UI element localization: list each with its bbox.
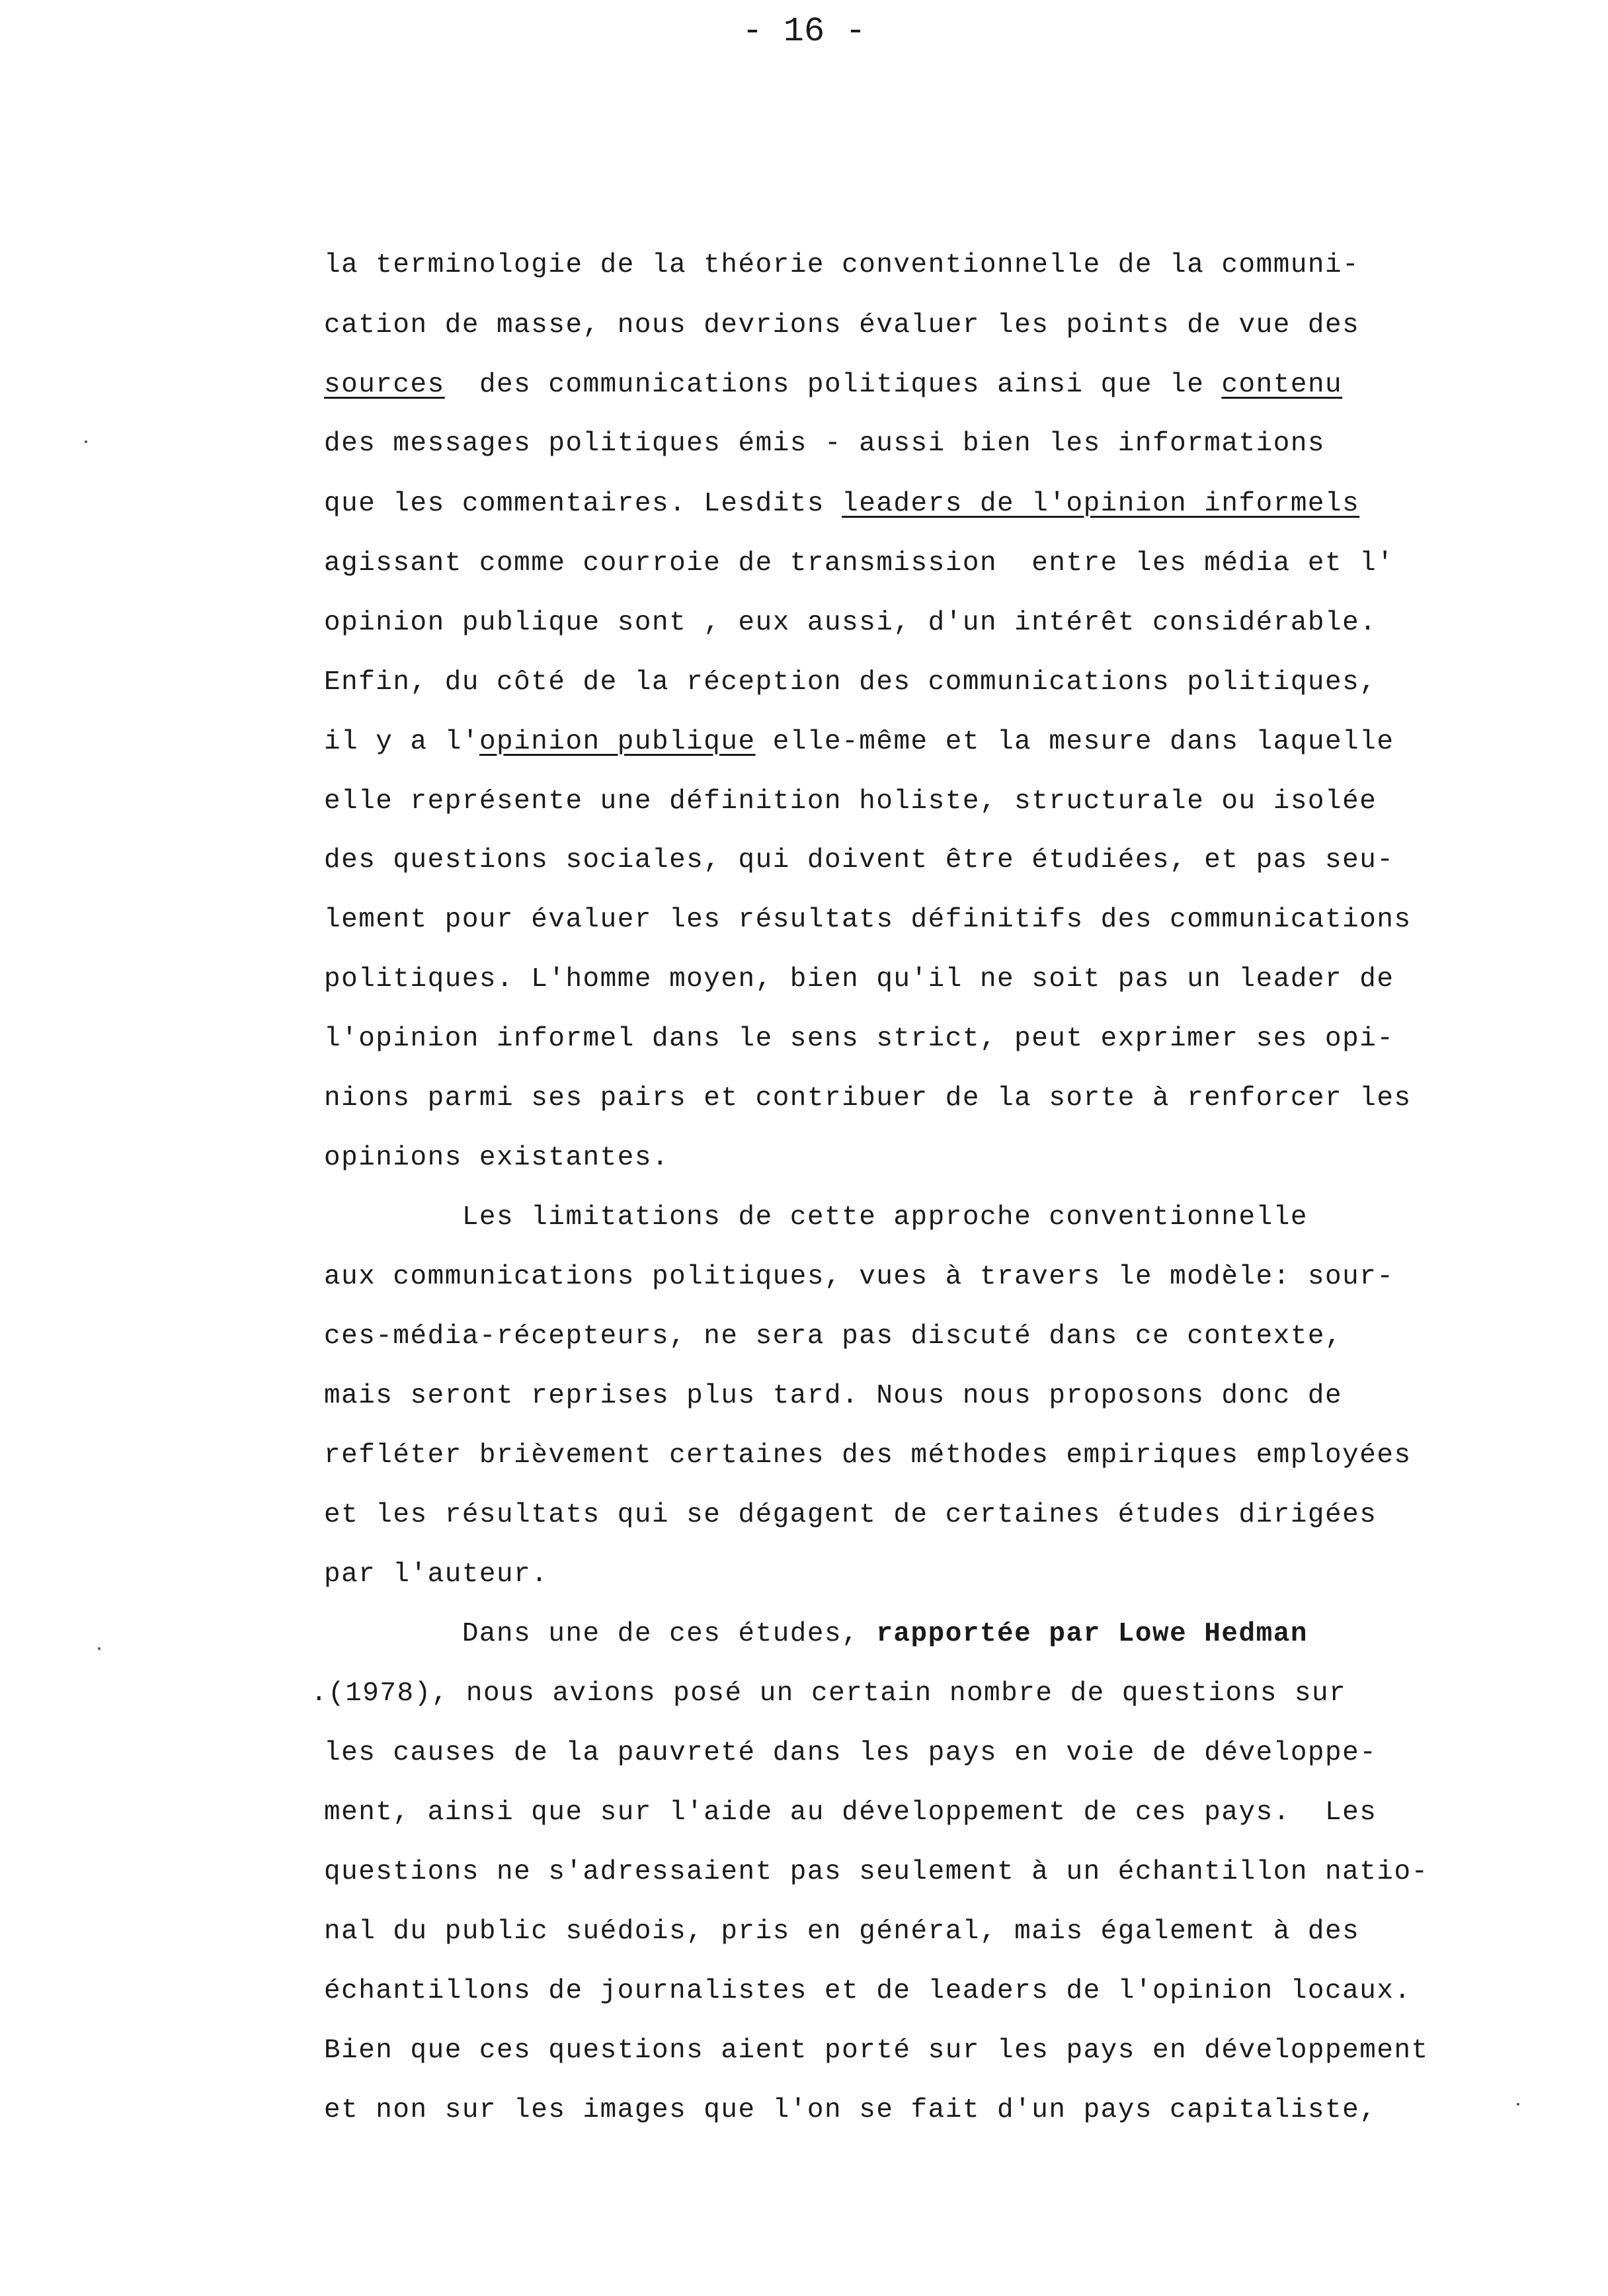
scan-speck (1517, 2103, 1519, 2106)
text-line: les causes de la pauvreté dans les pays en voie de développe- (324, 1738, 1377, 1768)
text-line: refléter brièvement certaines des méthodes empiriques employées (324, 1440, 1412, 1471)
underlined-term-leaders: leaders de l'opinion informels (842, 489, 1360, 519)
text-line: et les résultats qui se dégagent de certaines études dirigées (324, 1500, 1377, 1530)
text-line: nal du public suédois, pris en général, mais également à des (324, 1916, 1360, 1947)
text-line: questions ne s'adressaient pas seulement à un échantillon natio- (324, 1857, 1429, 1887)
text-line (324, 719, 1394, 765)
text-line: la terminologie de la théorie conventionnelle de la communi- (324, 250, 1360, 280)
text-line: mais seront reprises plus tard. Nous nous proposons donc de (324, 1381, 1343, 1411)
text-line: lement pour évaluer les résultats définitifs des communications (324, 905, 1412, 935)
page-number: - 16 - (742, 12, 866, 51)
text-line (324, 362, 1342, 408)
bold-run: rapportée par Lowe Hedman (876, 1619, 1308, 1649)
text-line: aux communications politiques, vues à travers le modèle: sour- (324, 1262, 1394, 1292)
text-line: échantillons de journalistes et de leaders de l'opinion locaux. (324, 1976, 1412, 2006)
text-run: que les commentaires. Lesdits (324, 489, 842, 519)
text-line: opinions existantes. (324, 1143, 670, 1173)
text-line: Bien que ces questions aient porté sur les pays en développement (324, 2035, 1429, 2066)
scan-speck (98, 1647, 100, 1650)
text-line: politiques. L'homme moyen, bien qu'il ne soit pas un leader de (324, 964, 1394, 995)
text-line: cation de masse, nous devrions évaluer les points de vue des (324, 310, 1360, 341)
text-line: .(1978), nous avions posé un certain nombre de questions sur (311, 1678, 1347, 1709)
text-line: et non sur les images que l'on se fait d'un pays capitaliste, (324, 2095, 1377, 2125)
text-run: Dans une de ces études, (324, 1619, 877, 1649)
text-run: des communications politiques ainsi que le (444, 370, 1222, 400)
scan-speck (85, 440, 87, 443)
text-line: des messages politiques émis - aussi bien les informations (324, 429, 1326, 459)
underlined-term-contenu: contenu (1221, 370, 1343, 400)
text-line: Enfin, du côté de la réception des communications politiques, (324, 667, 1377, 698)
text-line: agissant comme courroie de transmission entre les média et l' (324, 548, 1394, 579)
text-line: Les limitations de cette approche conventionnelle (324, 1202, 1308, 1233)
text-line: elle représente une définition holiste, structurale ou isolée (324, 786, 1377, 817)
text-line (324, 1611, 1308, 1657)
text-line: ment, ainsi que sur l'aide au développement de ces pays. Les (324, 1797, 1377, 1828)
text-line: par l'auteur. (324, 1559, 549, 1590)
text-line (324, 481, 1359, 527)
text-line: opinion publique sont , eux aussi, d'un intérêt considérable. (324, 608, 1377, 638)
text-run: il y a l' (324, 727, 479, 757)
underlined-term-sources: sources (324, 370, 445, 400)
text-line: des questions sociales, qui doivent être étudiées, et pas seu- (324, 845, 1394, 876)
text-run: elle-même et la mesure dans laquelle (755, 727, 1394, 757)
underlined-term-opinion-publique: opinion publique (479, 727, 756, 757)
text-line: ces-média-récepteurs, ne sera pas discuté dans ce contexte, (324, 1321, 1343, 1352)
text-line: l'opinion informel dans le sens strict, peut exprimer ses opi- (324, 1024, 1394, 1054)
text-line: nions parmi ses pairs et contribuer de la sorte à renforcer les (324, 1083, 1412, 1114)
